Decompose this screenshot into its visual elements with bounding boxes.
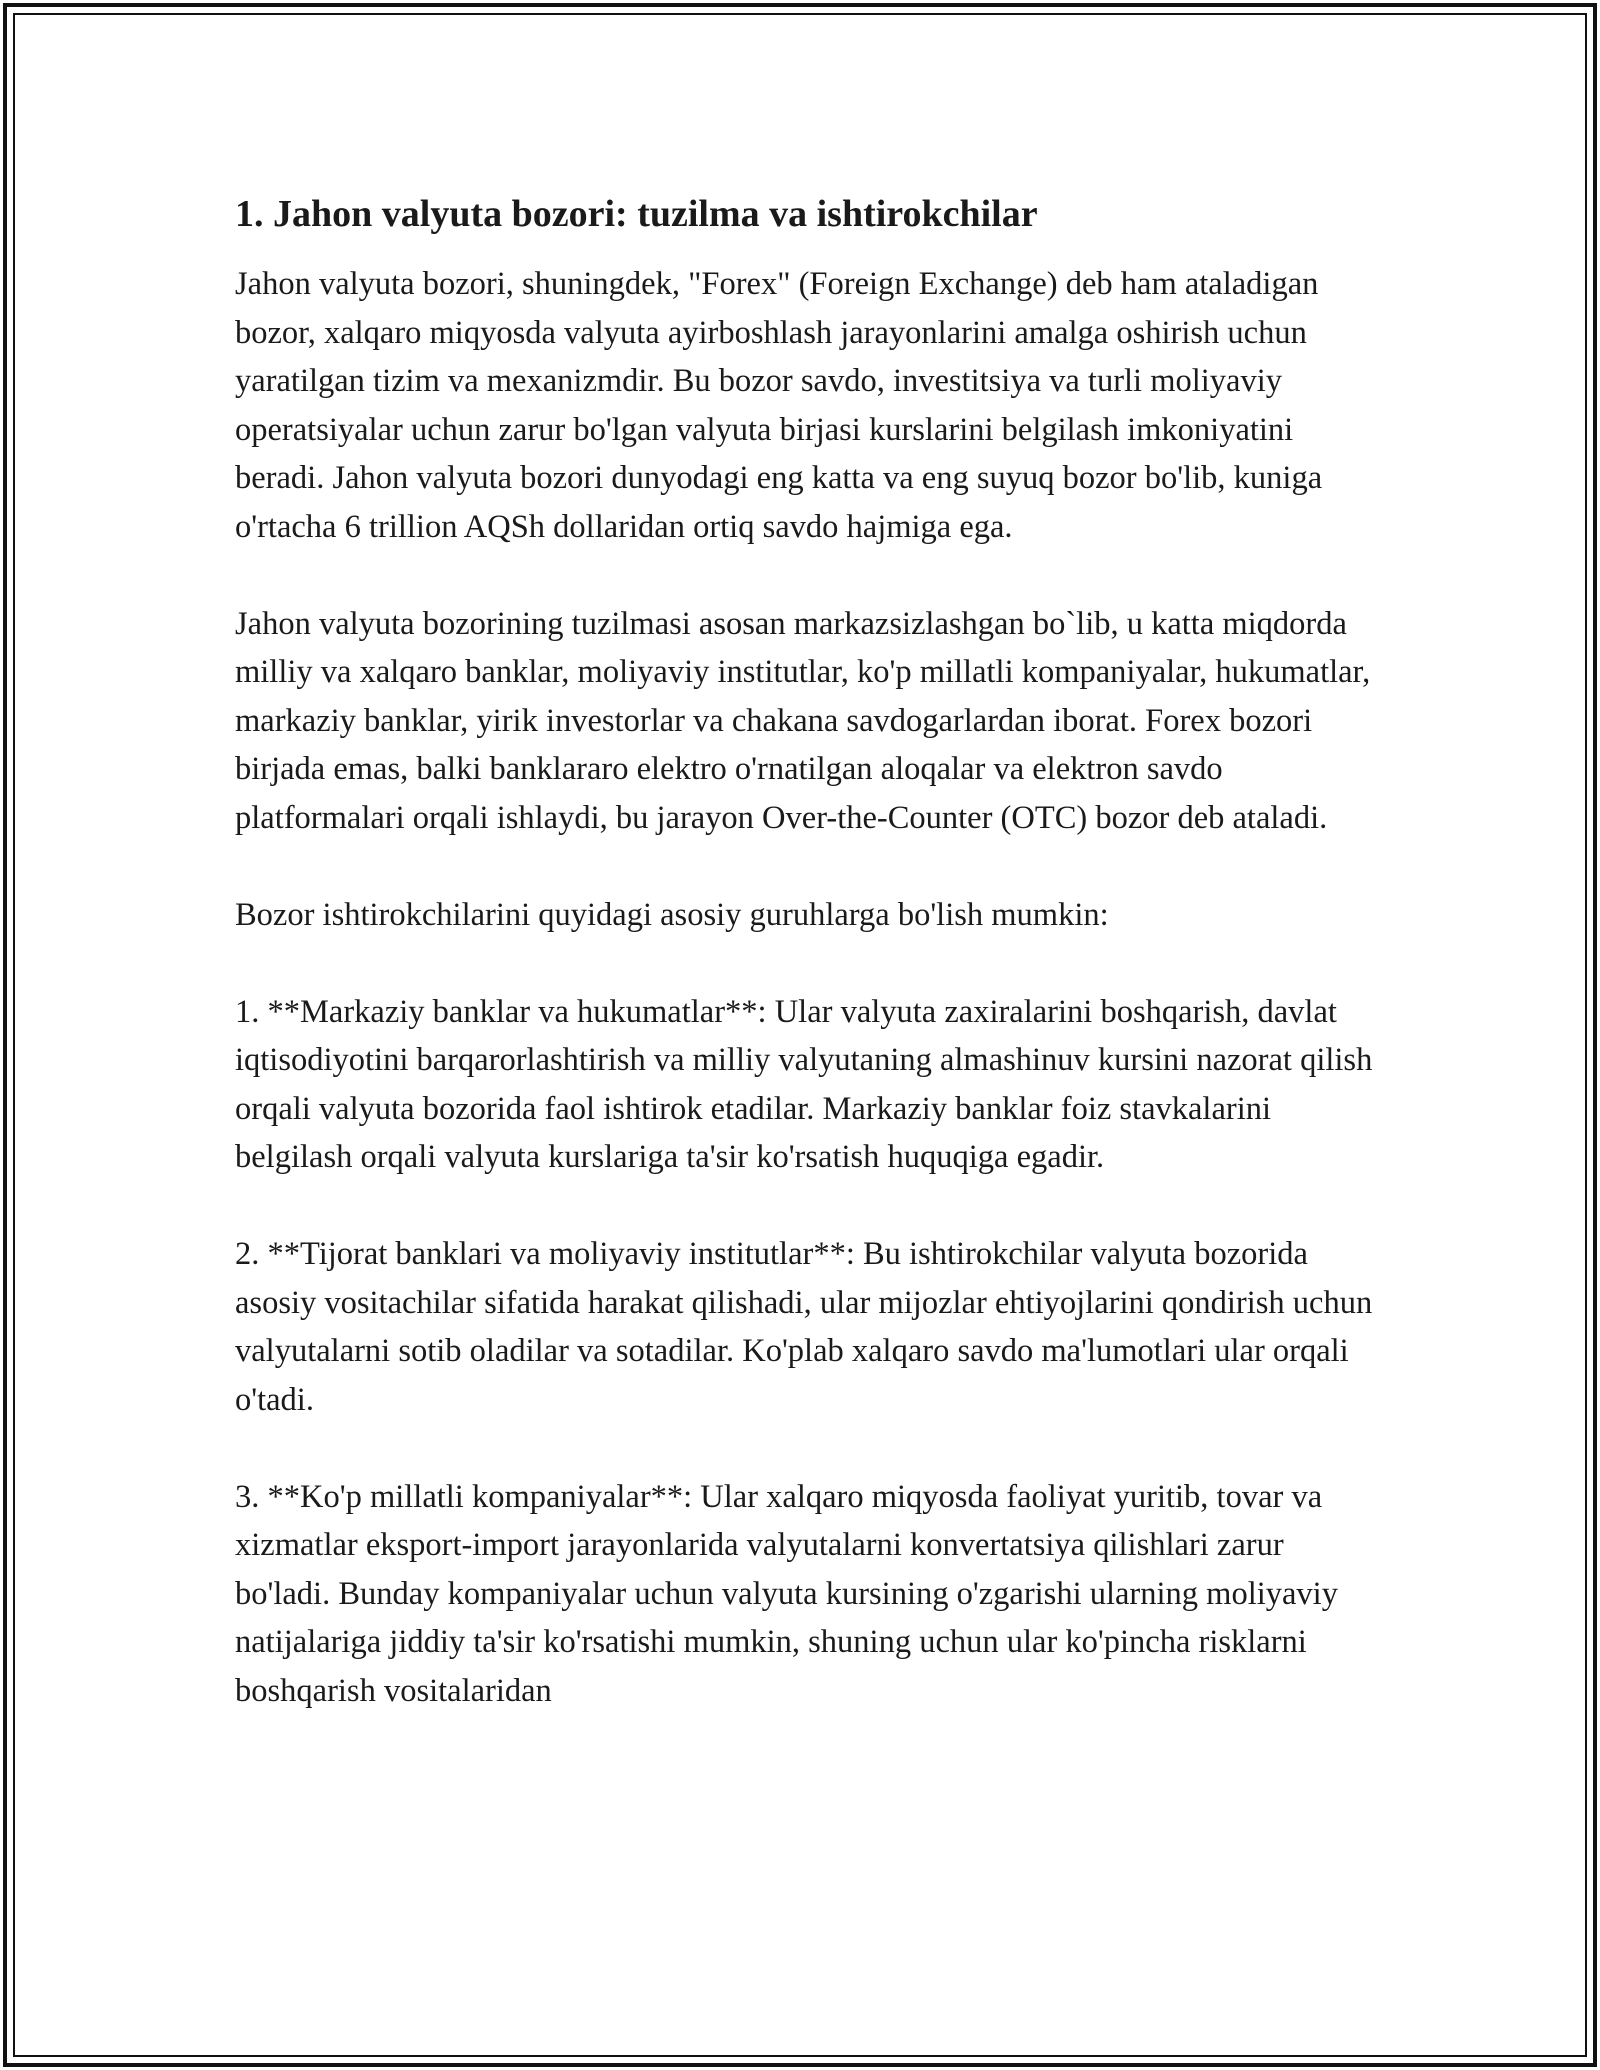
list-item-commercial-banks: 2. **Tijorat banklari va moliyaviy institutlar**: Bu ishtirokchilar valyuta bozorida asosiy vositachilar sifatida harakat qilishadi, ular mijozlar ehtiyojlarini qondirish uchun valyutalarni sotib oladilar va sotadilar. Ko'plab xalqaro savdo ma'lumotlari ular orqali o'tadi. xyxy=(235,1236,1373,1418)
document-body xyxy=(235,190,1385,1715)
paragraph-intro: Jahon valyuta bozori, shuningdek, "Forex" (Foreign Exchange) deb ham ataladigan bozor, xalqaro miqyosda valyuta ayirboshlash jarayonlarini amalga oshirish uchun yaratilgan tizim va mexanizmdir. Bu bozor savdo, investitsiya va turli moliyaviy operatsiyalar uchun zarur bo'lgan valyuta birjasi kurslarini belgilash imkoniyatini beradi. Jahon valyuta bozori dunyodagi eng katta va eng suyuq bozor bo'lib, kuniga o'rtacha 6 trillion AQSh dollaridan ortiq savdo hajmiga ega. xyxy=(235,266,1323,545)
list-item-multinational-companies: 3. **Ko'p millatli kompaniyalar**: Ular xalqaro miqyosda faoliyat yuritib, tovar va xizmatlar eksport-import jarayonlarida valyutalarni konvertatsiya qilishlari zarur bo'ladi. Bunday kompaniyalar uchun valyuta kursining o'zgarishi ularning moliyaviy natijalariga jiddiy ta'sir ko'rsatishi mumkin, shuning uchun ular ko'pincha risklarni boshqarish vositalaridan xyxy=(235,1478,1338,1709)
paragraph-participants-intro: Bozor ishtirokchilarini quyidagi asosiy guruhlarga bo'lish mumkin: xyxy=(235,896,1109,933)
list-item-central-banks: 1. **Markaziy banklar va hukumatlar**: Ular valyuta zaxiralarini boshqarish, davlat iqtisodiyotini barqarorlashtirish va milliy valyutaning almashinuv kursini nazorat qilish orqali valyuta bozorida faol ishtirok etadilar. Markaziy banklar foiz stavkalarini belgilash orqali valyuta kurslariga ta'sir ko'rsatish huquqiga egadir. xyxy=(235,993,1373,1175)
section-heading: 1. Jahon valyuta bozori: tuzilma va ishtirokchilar xyxy=(235,193,1038,235)
paragraph-structure: Jahon valyuta bozorining tuzilmasi asosan markazsizlashgan bo`lib, u katta miqdorda milliy va xalqaro banklar, moliyaviy institutlar, ko'p millatli kompaniyalar, hukumatlar, markaziy banklar, yirik investorlar va chakana savdogarlardan iborat. Forex bozori birjada emas, balki banklararo elektro o'rnatilgan aloqalar va elektron savdo platformalari orqali ishlaydi, bu jarayon Over-the-Counter (OTC) bozor deb ataladi. xyxy=(235,605,1371,836)
